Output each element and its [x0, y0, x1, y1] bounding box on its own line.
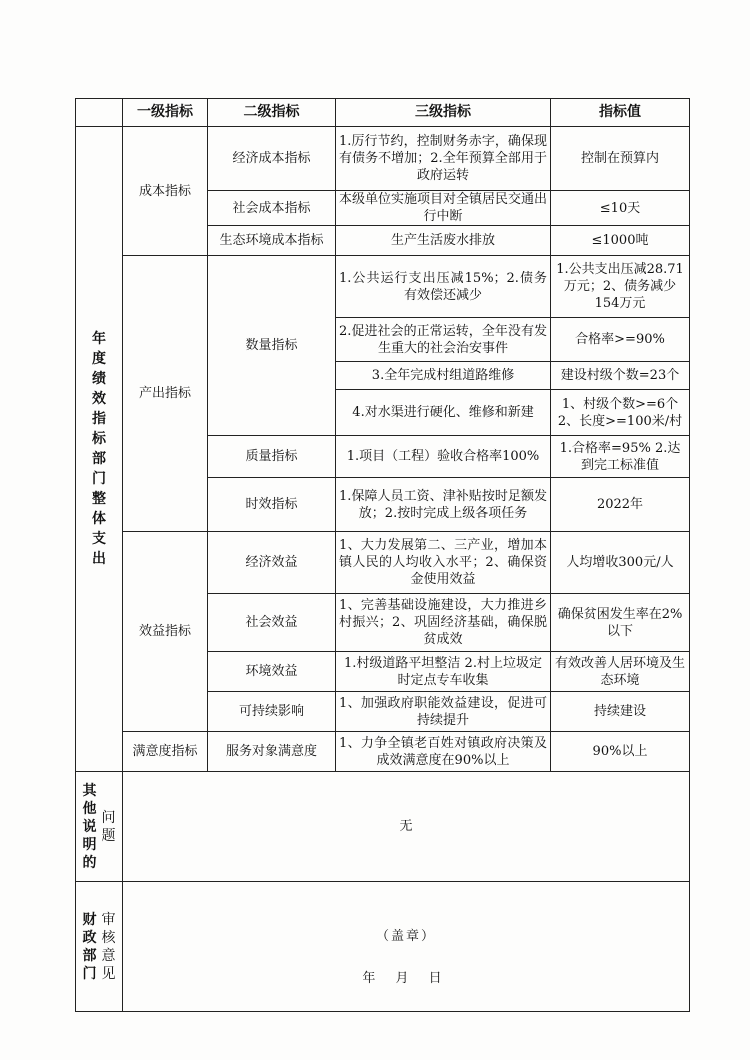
finance-review-content [123, 882, 690, 1012]
other-notes-label-cell [76, 772, 123, 882]
header-level2: 二级指标 [208, 99, 336, 127]
l2-cell: 社会效益 [208, 594, 336, 652]
table-row [76, 256, 690, 318]
value-cell: 建设村级个数=23个 [551, 362, 690, 390]
header-level3: 三级指标 [336, 99, 551, 127]
value-cell: 2022年 [551, 478, 690, 532]
value-cell: 1、村级个数>=6个 2、长度>=100米/村 [551, 390, 690, 436]
finance-review-label-a: 财政部门 [82, 911, 97, 982]
group-output: 产出指标 [123, 256, 208, 532]
side-label: 年度绩效指标部门整体支出 [92, 331, 106, 567]
table-row [76, 732, 690, 772]
l2-cell: 数量指标 [208, 256, 336, 436]
group-satisfaction: 满意度指标 [123, 732, 208, 772]
other-notes-row [76, 772, 690, 882]
l3-cell: 4.对水渠进行硬化、维修和新建 [336, 390, 551, 436]
l3-cell: 1、加强政府职能效益建设，促进可持续提升 [336, 692, 551, 732]
value-cell: 有效改善人居环境及生态环境 [551, 652, 690, 692]
l2-cell: 生态环境成本指标 [208, 226, 336, 256]
finance-review-label-cell [76, 882, 123, 1012]
value-cell: ≤10天 [551, 191, 690, 226]
l2-cell: 经济成本指标 [208, 127, 336, 191]
l2-cell: 时效指标 [208, 478, 336, 532]
stamp-text: （盖章） [375, 929, 436, 944]
value-cell: 持续建设 [551, 692, 690, 732]
l3-cell: 生产生活废水排放 [336, 226, 551, 256]
l3-cell: 1、力争全镇老百姓对镇政府决策及成效满意度在90%以上 [336, 732, 551, 772]
group-cost: 成本指标 [123, 127, 208, 256]
header-row [76, 99, 690, 127]
l3-cell: 2.促进社会的正常运转，全年没有发生重大的社会治安事件 [336, 318, 551, 362]
finance-review-label-b: 审核意见 [101, 911, 116, 982]
value-cell: 1.公共支出压减28.71万元；2、债务减少154万元 [551, 256, 690, 318]
other-notes-content: 无 [123, 772, 690, 882]
other-notes-label-a: 其他说明的 [82, 782, 97, 871]
l2-cell: 经济效益 [208, 532, 336, 594]
l3-cell: 3.全年完成村组道路维修 [336, 362, 551, 390]
l2-cell: 社会成本指标 [208, 191, 336, 226]
table-row [76, 532, 690, 594]
table-row [76, 127, 690, 191]
finance-review-row [76, 882, 690, 1012]
header-value: 指标值 [551, 99, 690, 127]
value-cell: 合格率>=90% [551, 318, 690, 362]
header-level1: 一级指标 [123, 99, 208, 127]
l2-cell: 可持续影响 [208, 692, 336, 732]
group-benefit: 效益指标 [123, 532, 208, 732]
l2-cell: 环境效益 [208, 652, 336, 692]
l3-cell: 1、大力发展第二、三产业，增加本镇人民的人均收入水平；2、确保资金使用效益 [336, 532, 551, 594]
value-cell: 确保贫困发生率在2%以下 [551, 594, 690, 652]
value-cell: 人均增收300元/人 [551, 532, 690, 594]
l3-cell: 1.村级道路平坦整洁 2.村上垃圾定时定点专车收集 [336, 652, 551, 692]
l3-cell: 1.厉行节约，控制财务赤字，确保现有债务不增加；2.全年预算全部用于政府运转 [336, 127, 551, 191]
l3-cell: 本级单位实施项目对全镇居民交通出行中断 [336, 191, 551, 226]
l3-cell: 1、完善基础设施建设，大力推进乡村振兴；2、巩固经济基础，确保脱贫成效 [336, 594, 551, 652]
side-label-cell [76, 127, 123, 772]
value-cell: ≤1000吨 [551, 226, 690, 256]
performance-table [75, 98, 690, 1012]
date-text: 年 月 日 [362, 971, 450, 986]
other-notes-label-b: 问题 [101, 809, 116, 844]
l3-cell: 1.保障人员工资、津补贴按时足额发放；2.按时完成上级各项任务 [336, 478, 551, 532]
l2-cell: 服务对象满意度 [208, 732, 336, 772]
value-cell: 控制在预算内 [551, 127, 690, 191]
l2-cell: 质量指标 [208, 436, 336, 478]
l3-cell: 1.公共运行支出压减15%；2.债务有效偿还减少 [336, 256, 551, 318]
value-cell: 90%以上 [551, 732, 690, 772]
l3-cell: 1.项目（工程）验收合格率100% [336, 436, 551, 478]
header-blank [76, 99, 123, 127]
value-cell: 1.合格率=95% 2.达到完工标准值 [551, 436, 690, 478]
